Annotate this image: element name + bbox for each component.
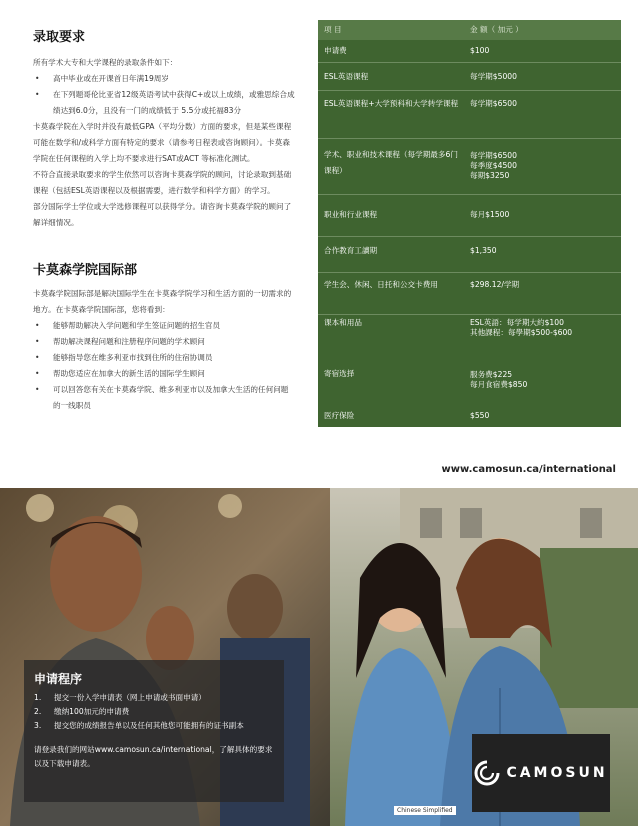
camosun-swirl-icon (474, 760, 500, 786)
international-intro: 卡莫森学院国际部是解决国际学生在卡莫森学院学习和生活方面的一切需求的地方。在卡莫森学院国际部，您将看到： (33, 289, 292, 314)
fee-item: 课本和用品 (324, 318, 362, 327)
list-item: • 帮助解决课程问题和注册程序问题的学术顾问 (33, 334, 295, 350)
language-tag: Chinese Simplified (394, 806, 456, 815)
fee-amount-group (470, 318, 618, 338)
fee-amount: 其他課程：每學期$500-$600 (470, 328, 573, 337)
fee-amount: $298.12/学期 (470, 280, 520, 289)
list-item (34, 719, 274, 733)
international-title: 卡莫森学院国际部 (33, 263, 138, 278)
list-item (34, 691, 274, 705)
fee-item: 学生会、休闲、日托和公交卡费用 (324, 280, 438, 289)
list-item: • 能够帮助解决入学问题和学生签证问题的招生官员 (33, 318, 295, 334)
table-row (318, 138, 621, 194)
fee-item: ESL英语课程 (324, 72, 369, 81)
fee-amount: 每期$3250 (470, 171, 510, 180)
fee-amount: 每季度$4500 (470, 161, 517, 170)
apply-panel (24, 660, 284, 802)
step-number: 3. (34, 721, 42, 730)
website-link[interactable]: www.camosun.ca/international (441, 464, 616, 475)
fee-item: 合作教育工讀期 (324, 246, 378, 255)
table-row (318, 272, 621, 314)
table-row (318, 236, 621, 272)
step-text: 提交一份入学申请表（网上申请或书面申请） (54, 693, 206, 702)
fee-item: 寄宿选择 (324, 369, 355, 378)
fee-amount: 服务费$225 (470, 370, 513, 379)
list-item: • 能够指导您在维多利亚市找到住所的住宿协调员 (33, 350, 295, 366)
list-item (34, 705, 274, 719)
admission-paragraph: 不符合直接录取要求的学生依然可以咨询卡莫森学院的顾问，讨论录取到基础课程（包括ESL英语课程以及根据需要，进行数学和科学方面）的学习。 (33, 170, 292, 195)
fee-item: 医疗保险 (324, 411, 355, 420)
fee-amount: 每月$1500 (470, 210, 510, 219)
fee-amount: ESL英語：每学期大約$100 (470, 318, 564, 327)
fees-header-item: 项 目 (324, 25, 342, 34)
admission-intro: 所有学术大专和大学课程的录取条件如下： (33, 58, 178, 67)
camosun-logo (472, 734, 610, 812)
apply-note: 请登录我们的网站www.camosun.ca/international，了解具体的要求以及下载申请表。 (34, 745, 273, 768)
fee-amount-group (470, 370, 618, 390)
admission-paragraph: 卡莫森学院在入学时并没有最低GPA（平均分数）方面的要求，但是某些课程可能在数学和/或科学方面有特定的要求（请参考日程表或咨询顾问）。卡莫森学院在任何课程的入学上均不要求进行SAT或ACT 等标准化测试。 (33, 122, 292, 163)
table-row (318, 90, 621, 138)
fee-item: 申请费 (324, 46, 347, 55)
apply-title: 申请程序 (34, 672, 83, 686)
list-item: • 在下列题哥伦比亚省12级英语考试中获得C+或以上成绩，或雅思综合成绩达到6.0分，且没有一门的成绩低于 5.5分或托福83分 (33, 87, 295, 119)
fees-header (318, 20, 621, 40)
step-number: 1. (34, 693, 42, 702)
fee-item: 职业和行业课程 (324, 210, 378, 219)
table-row (318, 314, 621, 352)
fee-amount: 每学期$6500 (470, 151, 517, 160)
step-number: 2. (34, 707, 42, 716)
logo-text: CAMOSUN (506, 765, 608, 781)
left-column (33, 26, 295, 414)
international-bullets (33, 318, 295, 414)
fees-table (318, 20, 621, 427)
list-item: • 高中毕业或在开课首日年满19周岁 (33, 71, 295, 87)
admission-title: 录取要求 (33, 30, 86, 45)
step-text: 提交您的成绩报告单以及任何其他您可能拥有的证书副本 (54, 721, 244, 730)
admission-paragraph: 部分国际学士学位或大学选修课程可以获得学分。请咨询卡莫森学院的顾问了解详细情况。 (33, 202, 292, 227)
fee-amount: 每学期$5000 (470, 72, 517, 81)
step-text: 缴纳100加元的申请费 (54, 707, 130, 716)
fee-item: 学术、职业和技术课程（每学期最多6门课程） (324, 150, 458, 175)
table-row (318, 194, 621, 236)
fee-amount: $550 (470, 411, 490, 420)
table-row (318, 40, 621, 62)
fee-amount: 每学期$6500 (470, 99, 517, 108)
admission-bullets (33, 71, 295, 119)
fees-header-amount: 金 额（ 加元 ） (470, 25, 523, 34)
fee-item: ESL英语课程+大学预科和大学转学课程 (324, 99, 459, 108)
fee-amount: $100 (470, 46, 490, 55)
fee-amount: $1,350 (470, 246, 497, 255)
fee-amount: 每月食宿费$850 (470, 380, 528, 389)
table-row (318, 62, 621, 90)
table-row (318, 396, 621, 427)
fee-amount-group (470, 151, 618, 181)
list-item: • 可以回答您有关在卡莫森学院、维多利亚市以及加拿大生活的任何问题的一线职员 (33, 382, 295, 414)
table-row (318, 352, 621, 396)
apply-steps (34, 691, 274, 733)
list-item: • 帮助您适应在加拿大的新生活的国际学生顾问 (33, 366, 295, 382)
